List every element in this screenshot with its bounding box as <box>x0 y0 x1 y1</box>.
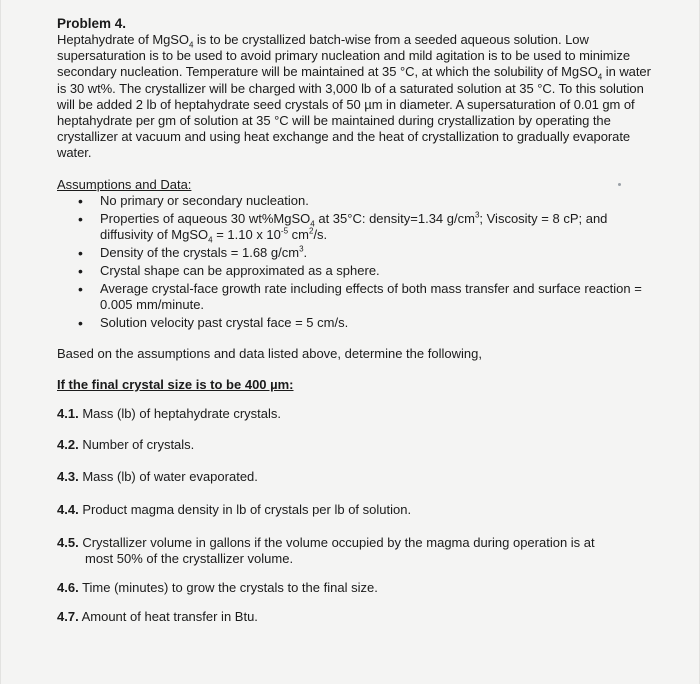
assumptions-list <box>57 193 653 333</box>
stray-dot <box>618 183 621 186</box>
bullet-icon: • <box>78 245 83 261</box>
list-item: • Average crystal-face growth rate including effects of both mass transfer and surface reaction = 0.005 mm/minute. <box>78 281 642 312</box>
question-4-3: 4.3. Mass (lb) of water evaporated. <box>57 469 258 484</box>
question-4-6: 4.6. Time (minutes) to grow the crystals to the final size. <box>57 580 378 595</box>
problem-statement: Heptahydrate of MgSO$_4$ is to be crystallized batch-wise from a seeded aqueous solution. Low supersaturation is to be used to avoid primary nucleation and mild agitation is to be used to minimize secondary nucleation. Temperature will be maintained at 35 °C, at which the solubility of MgSO$_4$ in water is 30 wt%. The crystallizer will be charged with 3,000 lb of a saturated solution at 35 °C. To this solution will be added 2 lb of heptahydrate seed crystals of 50 µm in diameter. A supersaturation of 0.01 gm of heptahydrate per gm of solution at 35 °C will be maintained during crystallization by operating the crystallizer at vacuum and using heat exchange and the heat of crystallization to gradually evaporate water. <box>57 32 651 161</box>
bullet-icon: • <box>78 315 83 331</box>
question-4-4: 4.4. Product magma density in lb of crystals per lb of solution. <box>57 502 412 517</box>
assumptions-heading: Assumptions and Data: <box>57 177 192 192</box>
question-4-1: 4.1. Mass (lb) of heptahydrate crystals. <box>57 406 282 421</box>
list-item: • No primary or secondary nucleation. <box>78 193 309 209</box>
bullet-icon: • <box>78 263 83 279</box>
question-4-2: 4.2. Number of crystals. <box>57 437 195 452</box>
bullet-icon: • <box>78 193 83 209</box>
problem-title: Problem 4. <box>57 16 127 31</box>
question-4-5: 4.5. Crystallizer volume in gallons if the volume occupied by the magma during operation is at most 50% of the crystallizer volume. <box>57 535 595 566</box>
bullet-icon: • <box>78 211 83 227</box>
condition-text: If the final crystal size is to be 400 µm: <box>57 377 294 392</box>
list-item: • Solution velocity past crystal face = 5 cm/s. <box>78 315 349 331</box>
list-item: • Properties of aqueous 30 wt%MgSO$_4$ at 35°C: density=1.34 $g/cm^3$; Viscosity = 8 cP; and diffusivity of MgSO$_4$ = 1.10 x $10^{-5}$ $cm^2/s$. <box>78 210 608 245</box>
list-item: • Density of the crystals = 1.68 $g/cm^3$. <box>78 244 308 261</box>
list-item: • Crystal shape can be approximated as a sphere. <box>78 263 380 279</box>
bullet-icon: • <box>78 281 83 297</box>
intro-text: Based on the assumptions and data listed above, determine the following, <box>57 346 482 361</box>
question-4-7: 4.7. Amount of heat transfer in Btu. <box>57 609 258 624</box>
